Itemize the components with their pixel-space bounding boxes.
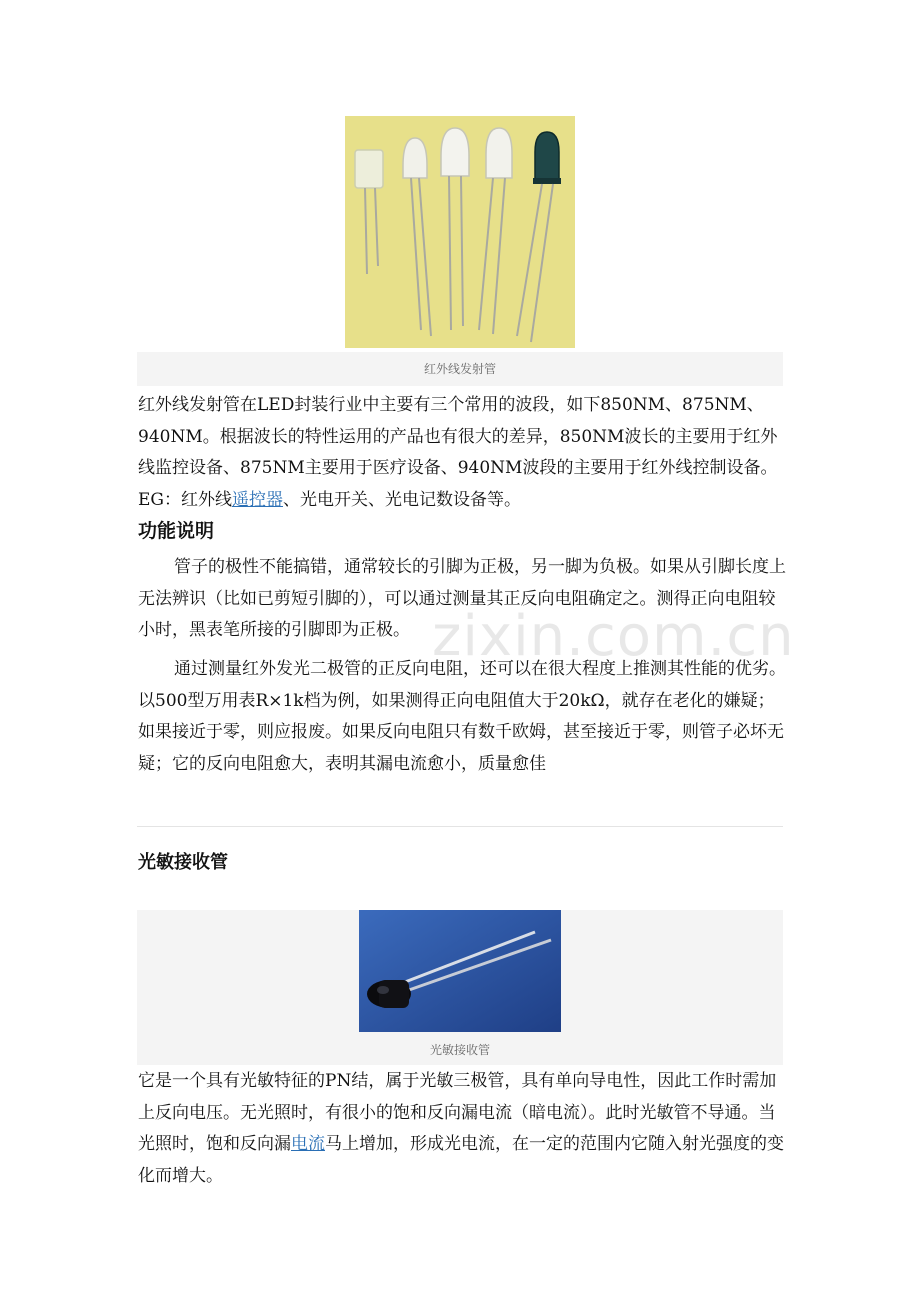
function-heading: 功能说明: [138, 520, 215, 542]
ir-emitter-intro-text-end: 、光电开关、光电记数设备等。: [283, 489, 521, 510]
photo-receiver-text-end: 马上增加，形成光电流，在一定的范围内它随入射光强度的变化而增大。: [138, 1134, 784, 1186]
photo-receiver-caption: 光敏接收管: [429, 1043, 490, 1057]
ir-emitter-intro-text: 红外线发射管在LED封装行业中主要有三个常用的波段，如下850NM、875NM、940NM。根据波长的特性运用的产品也有很大的差异，850NM波长的主要用于红外线监控设备、875NM主要用于医疗设备、940NM波段的主要用于红外线控制设备。EG：红外线: [138, 395, 778, 510]
polarity-paragraph: 管子的极性不能搞错，通常较长的引脚为正极，另一脚为负极。如果从引脚长度上无法辨识（比如已剪短引脚的），可以通过测量其正反向电阻确定之。测得正向电阻较小时，黑表笔所接的引脚即为正极。: [138, 557, 786, 640]
photo-receiver-photo: [359, 910, 561, 1032]
ir-emitter-caption: 红外线发射管: [137, 352, 783, 386]
watermark-text: zixin.com.cn: [432, 604, 795, 669]
photo-receiver-paragraph: [138, 1066, 788, 1192]
ir-emitter-photo: [345, 116, 575, 348]
ir-emitter-intro: [138, 390, 788, 516]
photo-receiver-text: 它是一个具有光敏特征的PN结，属于光敏三极管，具有单向导电性，因此工作时需加上反向电压。无光照时，有很小的饱和反向漏电流（暗电流）。此时光敏管不导通。当光照时，饱和反向漏: [138, 1071, 777, 1154]
remote-control-link[interactable]: 遥控器: [232, 489, 283, 510]
resistance-paragraph: 通过测量红外发光二极管的正反向电阻，还可以在很大程度上推测其性能的优劣。以500型万用表R×1k档为例，如果测得正向电阻值大于20kΩ，就存在老化的嫌疑；如果接近于零，则应报废。如果反向电阻只有数千欧姆，甚至接近于零，则管子必坏无疑；它的反向电阻愈大，表明其漏电流愈小，质量愈佳: [138, 659, 786, 774]
photo-receiver-heading: 光敏接收管: [138, 852, 228, 873]
current-link[interactable]: 电流: [291, 1134, 325, 1154]
section-divider: [137, 826, 783, 827]
